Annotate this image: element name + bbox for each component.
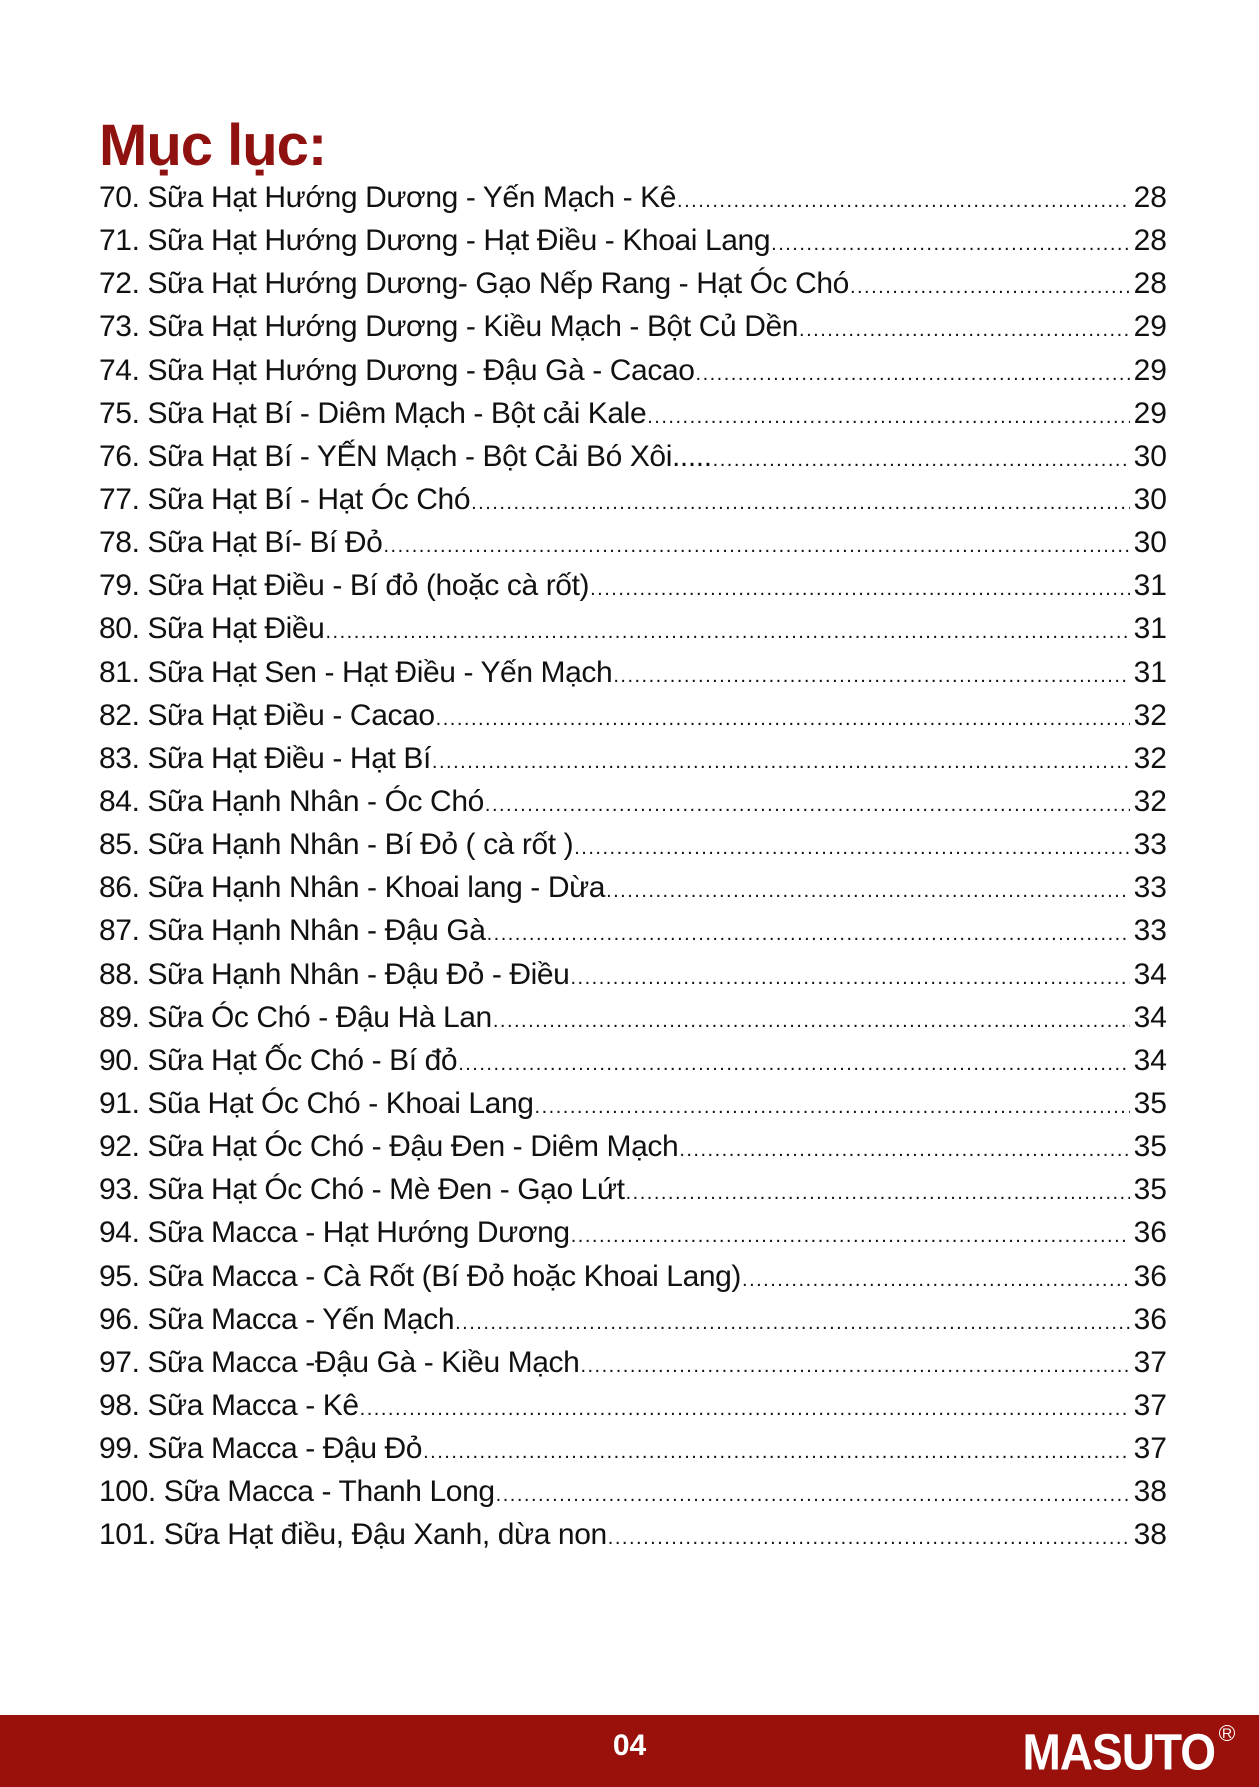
- toc-entry-title: 76. Sữa Hạt Bí - YẾN Mạch - Bột Cải Bó Xôi.....: [99, 439, 712, 473]
- dot-leader: [570, 957, 1130, 1000]
- toc-entry-page: 31: [1133, 655, 1167, 689]
- page-number: 04: [612, 1729, 647, 1762]
- toc-entry-title: 89. Sữa Óc Chó - Đậu Hà Lan: [99, 1000, 492, 1034]
- toc-entry-page: 30: [1133, 482, 1167, 516]
- toc-entry-title: 88. Sữa Hạnh Nhân - Đậu Đỏ - Điều: [99, 957, 570, 991]
- toc-entry[interactable]: [99, 1082, 1167, 1125]
- toc-entry-page: 30: [1133, 526, 1167, 560]
- toc-entry[interactable]: [99, 1384, 1167, 1427]
- toc-entry[interactable]: [99, 1341, 1167, 1384]
- toc-entry-title: 72. Sữa Hạt Hướng Dương- Gạo Nếp Rang - Hạt Óc Chó: [99, 267, 849, 301]
- toc-entry-page: 31: [1133, 612, 1167, 646]
- dot-leader: [360, 1388, 1130, 1431]
- toc-entry-title: 97. Sữa Macca -Đậu Gà - Kiều Mạch: [99, 1345, 580, 1379]
- toc-entry-page: 34: [1133, 957, 1167, 991]
- toc-entry-page: 31: [1133, 569, 1167, 603]
- toc-entry-title: 83. Sữa Hạt Điều - Hạt Bí: [99, 741, 431, 775]
- toc-entry-title: 90. Sữa Hạt Ốc Chó - Bí đỏ: [99, 1043, 458, 1077]
- toc-entry[interactable]: [99, 1211, 1167, 1254]
- toc-entry-page: 35: [1133, 1173, 1167, 1207]
- toc-entry[interactable]: [99, 435, 1167, 478]
- toc-entry-title: 86. Sữa Hạnh Nhân - Khoai lang - Dừa: [99, 871, 606, 905]
- brand-name: MASUTO: [1022, 1723, 1215, 1781]
- toc-entry-title: 73. Sữa Hạt Hướng Dương - Kiều Mạch - Bột Củ Dền: [99, 310, 799, 344]
- toc-entry-title: 84. Sữa Hạnh Nhân - Óc Chó: [99, 784, 484, 818]
- toc-entry-title: 100. Sữa Macca - Thanh Long: [99, 1475, 495, 1509]
- toc-entry-page: 29: [1133, 353, 1167, 387]
- dot-leader: [493, 1000, 1130, 1043]
- toc-entry[interactable]: [99, 651, 1167, 694]
- toc-entry[interactable]: [99, 607, 1167, 650]
- toc-entry-page: 32: [1133, 784, 1167, 818]
- toc-entry-page: 38: [1133, 1475, 1167, 1509]
- toc-entry[interactable]: [99, 909, 1167, 952]
- toc-entry[interactable]: [99, 1427, 1167, 1470]
- toc-entry[interactable]: [99, 392, 1167, 435]
- dot-leader: [571, 1215, 1130, 1258]
- toc-entry-page: 32: [1133, 698, 1167, 732]
- toc-entry-page: 37: [1133, 1388, 1167, 1422]
- dot-leader: [423, 1431, 1130, 1474]
- toc-entry[interactable]: [99, 305, 1167, 348]
- toc-entry-page: 28: [1133, 224, 1167, 258]
- toc-entry[interactable]: [99, 866, 1167, 909]
- dot-leader: [696, 353, 1130, 396]
- dot-leader: [742, 1259, 1130, 1302]
- toc-entry[interactable]: [99, 1039, 1167, 1082]
- dot-leader: [496, 1474, 1130, 1517]
- footer-band: [0, 1715, 1259, 1787]
- toc-entry[interactable]: [99, 1125, 1167, 1168]
- toc-entry[interactable]: [99, 694, 1167, 737]
- toc-entry[interactable]: [99, 737, 1167, 780]
- dot-leader: [383, 525, 1130, 568]
- toc-entry-title: 98. Sữa Macca - Kê: [99, 1388, 359, 1422]
- toc-entry-title: 70. Sữa Hạt Hướng Dương - Yến Mạch - Kê: [99, 181, 677, 214]
- toc-entry[interactable]: [99, 780, 1167, 823]
- dot-leader: [713, 439, 1130, 482]
- toc-entry-title: 91. Sũa Hạt Óc Chó - Khoai Lang: [99, 1086, 534, 1120]
- toc-entry[interactable]: [99, 1168, 1167, 1211]
- page-title: Mục lục:: [99, 112, 327, 178]
- dot-leader: [626, 1172, 1130, 1215]
- toc-entry-page: 34: [1133, 1000, 1167, 1034]
- registered-mark-icon: R: [1219, 1725, 1235, 1741]
- dot-leader: [580, 1345, 1130, 1388]
- toc-entry-title: 93. Sữa Hạt Óc Chó - Mè Đen - Gạo Lứt: [99, 1173, 625, 1207]
- toc-entry-page: 28: [1133, 267, 1167, 301]
- toc-entry[interactable]: [99, 1298, 1167, 1341]
- toc-entry-page: 29: [1133, 310, 1167, 344]
- toc-entry-title: 82. Sữa Hạt Điều - Cacao: [99, 698, 435, 732]
- toc-entry[interactable]: [99, 349, 1167, 392]
- toc-entry-page: 28: [1133, 181, 1167, 214]
- dot-leader: [647, 396, 1130, 439]
- toc-entry[interactable]: [99, 1255, 1167, 1298]
- toc-entry-title: 87. Sữa Hạnh Nhân - Đậu Gà: [99, 914, 486, 948]
- toc-entry[interactable]: [99, 1470, 1167, 1513]
- toc-entry-title: 99. Sữa Macca - Đậu Đỏ: [99, 1432, 423, 1466]
- toc-entry-title: 71. Sữa Hạt Hướng Dương - Hạt Điều - Khoai Lang: [99, 224, 771, 258]
- toc-entry-page: 33: [1133, 914, 1167, 948]
- toc-entry-title: 95. Sữa Macca - Cà Rốt (Bí Đỏ hoặc Khoai Lang): [99, 1259, 742, 1293]
- toc-entry-page: 33: [1133, 828, 1167, 862]
- toc-entry-page: 33: [1133, 871, 1167, 905]
- toc-entry-page: 38: [1133, 1518, 1167, 1552]
- toc-entry[interactable]: [99, 478, 1167, 521]
- dot-leader: [677, 180, 1130, 223]
- toc-entry[interactable]: [99, 176, 1167, 219]
- dot-leader: [606, 870, 1130, 913]
- dot-leader: [608, 1517, 1130, 1560]
- toc-entry-page: 37: [1133, 1432, 1167, 1466]
- toc-entry-page: 29: [1133, 396, 1167, 430]
- toc-entry-title: 92. Sữa Hạt Óc Chó - Đậu Đen - Diêm Mạch: [99, 1130, 679, 1164]
- toc-entry-page: 30: [1133, 439, 1167, 473]
- dot-leader: [471, 482, 1130, 525]
- toc-entry-page: 35: [1133, 1086, 1167, 1120]
- toc-entry-title: 79. Sữa Hạt Điều - Bí đỏ (hoặc cà rốt): [99, 569, 590, 603]
- dot-leader: [679, 1129, 1130, 1172]
- dot-leader: [487, 913, 1130, 956]
- toc-entry-page: 36: [1133, 1216, 1167, 1250]
- toc-entry-title: 94. Sữa Macca - Hạt Hướng Dương: [99, 1216, 570, 1250]
- dot-leader: [436, 698, 1130, 741]
- dot-leader: [325, 611, 1130, 654]
- dot-leader: [850, 266, 1130, 309]
- toc-entry-title: 80. Sữa Hạt Điều: [99, 612, 325, 646]
- toc-entry[interactable]: [99, 1513, 1167, 1556]
- toc-entry[interactable]: [99, 823, 1167, 866]
- dot-leader: [799, 309, 1130, 352]
- dot-leader: [485, 784, 1130, 827]
- dot-leader: [455, 1302, 1130, 1345]
- toc-entry-title: 85. Sữa Hạnh Nhân - Bí Đỏ ( cà rốt ): [99, 828, 574, 862]
- toc-entry-title: 101. Sữa Hạt điều, Đậu Xanh, dừa non: [99, 1518, 607, 1552]
- toc-entry-page: 37: [1133, 1345, 1167, 1379]
- brand-logo: [1022, 1723, 1236, 1781]
- toc-entry-title: 78. Sữa Hạt Bí- Bí Đỏ: [99, 526, 383, 560]
- dot-leader: [432, 741, 1130, 784]
- toc-entry[interactable]: [99, 521, 1167, 564]
- toc-entry[interactable]: [99, 219, 1167, 262]
- toc-entry-page: 34: [1133, 1043, 1167, 1077]
- dot-leader: [590, 568, 1130, 611]
- toc-entry-title: 77. Sữa Hạt Bí - Hạt Óc Chó: [99, 482, 471, 516]
- table-of-contents: [99, 176, 1167, 1557]
- toc-entry-page: 35: [1133, 1130, 1167, 1164]
- toc-entry-page: 36: [1133, 1259, 1167, 1293]
- toc-entry[interactable]: [99, 996, 1167, 1039]
- toc-entry[interactable]: [99, 564, 1167, 607]
- toc-entry[interactable]: [99, 953, 1167, 996]
- dot-leader: [771, 223, 1130, 266]
- toc-entry-title: 74. Sữa Hạt Hướng Dương - Đậu Gà - Cacao: [99, 353, 695, 387]
- toc-entry-title: 96. Sữa Macca - Yến Mạch: [99, 1302, 455, 1336]
- dot-leader: [574, 827, 1130, 870]
- dot-leader: [613, 655, 1130, 698]
- dot-leader: [458, 1043, 1130, 1086]
- toc-entry[interactable]: [99, 262, 1167, 305]
- toc-entry-page: 36: [1133, 1302, 1167, 1336]
- dot-leader: [535, 1086, 1130, 1129]
- toc-entry-page: 32: [1133, 741, 1167, 775]
- toc-entry-title: 75. Sữa Hạt Bí - Diêm Mạch - Bột cải Kale: [99, 396, 647, 430]
- toc-entry-title: 81. Sữa Hạt Sen - Hạt Điều - Yến Mạch: [99, 655, 613, 689]
